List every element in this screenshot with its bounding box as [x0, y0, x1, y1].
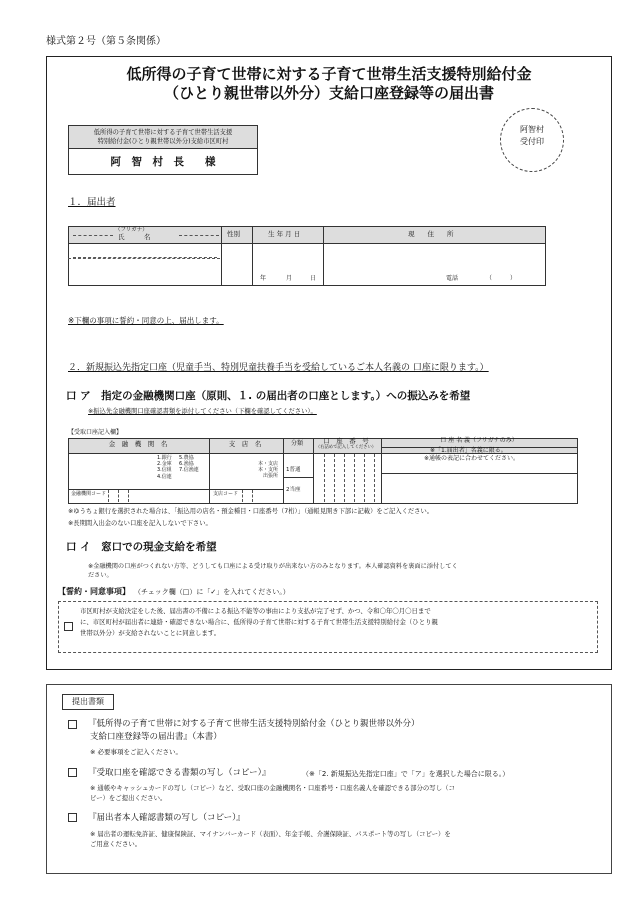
dob-year: 年 — [260, 275, 267, 282]
option-i-label: 口 イ 窓口での現金支給を希望 — [66, 541, 217, 553]
holder-note2: ※通帳の表記に合わせてください。 — [424, 455, 520, 462]
bank-type-2: 2.金庫 — [157, 461, 172, 468]
stamp-line1: 阿智村 — [520, 125, 544, 134]
branch-type-3: 出張所 — [263, 473, 279, 480]
option-i-note2: ださい。 — [88, 572, 113, 579]
doc-item2-note1: ※ 通帳やキャッシュカードの写し（コピー）など、受取口座の金融機関名・口座番号・口座名義人を確認できる部分の写し（コ — [90, 784, 455, 792]
doc-item3-note2: ご用意ください。 — [90, 840, 142, 848]
acct-type-1: 1普通 — [286, 467, 301, 473]
bank-type-7: 7.信漁連 — [179, 467, 199, 474]
branch-code-sep-2 — [252, 490, 253, 502]
bank-types-right — [179, 455, 199, 474]
doc-item1-checkbox[interactable] — [68, 720, 77, 729]
form-title-line2: （ひとり親世帯以外分）支給口座登録等の届出書 — [163, 84, 494, 102]
section2-heading: ２．新規振込先指定口座（児童手当、特別児童扶養手当を受給しているご本人名義の 口座に限ります。） — [68, 363, 489, 373]
doc-item2-note2: ピー）をご提出ください。 — [90, 794, 167, 802]
col-sex: 性別 — [227, 230, 240, 238]
form-number: 様式第２号（第５条関係） — [46, 36, 166, 47]
bank-type-4: 4.信連 — [157, 473, 172, 480]
doc-item3-note1: ※ 届出者の運転免許証、健康保険証、マイナンバーカード（表面）、年金手帳、介護保険証、パスポート等の写し（コピー）を — [90, 830, 451, 838]
yucho-note: ※ゆうちょ銀行を選択された場合は、「振込用の店名・預金種目・口座番号（7桁）」（通帳見開き下部に記載）をご記入ください。 — [68, 508, 434, 515]
option-a-label: 口 ア 指定の金融機関口座（原則、１. の届出者の口座とします。）への振込みを希望 — [66, 390, 471, 402]
doc-item3-checkbox[interactable] — [68, 813, 77, 822]
recipient-name: 阿 智 村 長 様 — [110, 156, 216, 168]
pledge-checkbox[interactable] — [64, 622, 73, 631]
recipient-line2: 特別給付金(ひとり親世帯以外分)支給市区町村 — [97, 138, 229, 145]
recipient-line1: 低所得の子育て世帯に対する子育て世帯生活支援 — [93, 129, 233, 136]
doc-item1-note: ※ 必要事項をご記入ください。 — [90, 748, 183, 756]
pledge-text1: 市区町村が支給決定をした後、届出書の不備による振込不能等の事由により支払が完了せず、かつ、令和〇年〇月〇日まで — [80, 607, 431, 615]
col-acct: 口 座 番 号 — [323, 437, 369, 445]
pledge-text3: 世帯以外分）が支給されないことに同意します。 — [80, 629, 221, 637]
branch-code-label: 支店コード — [213, 491, 239, 497]
branch-code-sep-1 — [242, 490, 243, 502]
col-acct-sub: （右詰めで記入してください） — [315, 445, 377, 450]
bank-type-3: 3.信組 — [157, 467, 172, 474]
bank-type-5: 5.農協 — [179, 455, 194, 461]
acct-digit-sep-3 — [344, 454, 345, 502]
col-dob: 生 年 月 日 — [268, 230, 301, 238]
col-address: 現 住 所 — [408, 230, 454, 238]
form-title-line1: 低所得の子育て世帯に対する子育て世帯生活支援特別給付金 — [126, 65, 532, 83]
bank-types-left — [157, 455, 172, 480]
dob-month: 月 — [286, 275, 293, 282]
acct-digit-sep-6 — [374, 454, 375, 502]
phone-label: 電話 — [446, 275, 459, 282]
bank-code-sep-1 — [108, 490, 109, 502]
bank-code-sep-2 — [118, 490, 119, 502]
acct-type-2: 2当座 — [286, 487, 301, 493]
documents-heading: 提出書類 — [72, 697, 104, 706]
section1-heading: １．届出者 — [68, 197, 116, 208]
branch-type-2: 本・支所 — [258, 467, 279, 474]
col-branch: 支 店 名 — [228, 440, 262, 448]
option-a-note: ※振込先金融機関口座確認書類を添付してください（下欄を確認してください）。 — [88, 408, 317, 415]
consent-note: ※下欄の事項に誓約・同意の上、届出します。 — [68, 316, 224, 325]
branch-type-1: 本・支店 — [258, 461, 279, 467]
col-holder: 口 座 名 義（フリガナのみ） — [440, 437, 518, 444]
option-i-note1: ※金融機関の口座がつくれない方等、どうしても口座による受け取りが出来ない方のみとなります。本人確認資料を裏面に添付してく — [88, 563, 458, 570]
doc-item2-suffix: （※「2. 新規振込先指定口座」で「ア」を選択した場合に限る。） — [302, 770, 510, 778]
pledge-heading: 【誓約・同意事項】 — [58, 587, 130, 596]
stamp-line2: 受付印 — [520, 137, 544, 146]
holder-note1: ※「1.届出者」名義に限る。 — [430, 447, 507, 454]
acct-digit-sep-1 — [324, 454, 325, 502]
col-name: 氏 名 — [118, 233, 151, 241]
doc-item3-main: 『届出者本人確認書類の写し（コピー）』 — [88, 813, 245, 823]
phone-paren: （ ） — [486, 275, 517, 282]
doc-item2-checkbox[interactable] — [68, 768, 77, 777]
pledge-text2: に、市区町村が届出者に連絡・確認できない場合に、低所得の子育て世帯に対する子育て世帯生活支援特別給付金（ひとり親 — [80, 618, 438, 626]
longterm-note: ※長期間入出金のない口座を記入しないで下さい。 — [68, 520, 212, 527]
receiving-header: 【受取口座記入欄】 — [68, 429, 123, 436]
col-furigana: （フリガナ） — [115, 227, 148, 233]
doc-item2-main: 『受取口座を確認できる書類の写し（コピー）』 — [88, 768, 271, 778]
dob-day: 日 — [310, 275, 317, 282]
branch-types — [258, 461, 278, 480]
bank-type-1: 1.銀行 — [157, 455, 172, 461]
col-type: 分類 — [290, 440, 303, 447]
acct-digit-sep-2 — [334, 454, 335, 502]
doc-item1-line1: 『低所得の子育て世帯に対する子育て世帯生活支援特別給付金（ひとり親世帯以外分） — [88, 719, 420, 729]
pledge-sub: （チェック欄（□）に「✓」を入れてください。） — [134, 588, 290, 596]
name-dash-line — [68, 258, 220, 260]
bank-code-label: 金融機関コード — [71, 491, 107, 497]
bank-code-sep-3 — [128, 490, 129, 502]
recipient-box — [68, 125, 258, 175]
acct-digit-sep-5 — [364, 454, 365, 502]
doc-item1-line2: 支給口座登録等の届出書』（本書） — [90, 732, 222, 742]
acct-digit-sep-4 — [354, 454, 355, 502]
col-bank: 金 融 機 関 名 — [108, 440, 168, 448]
bank-type-6: 6.漁協 — [179, 461, 194, 468]
